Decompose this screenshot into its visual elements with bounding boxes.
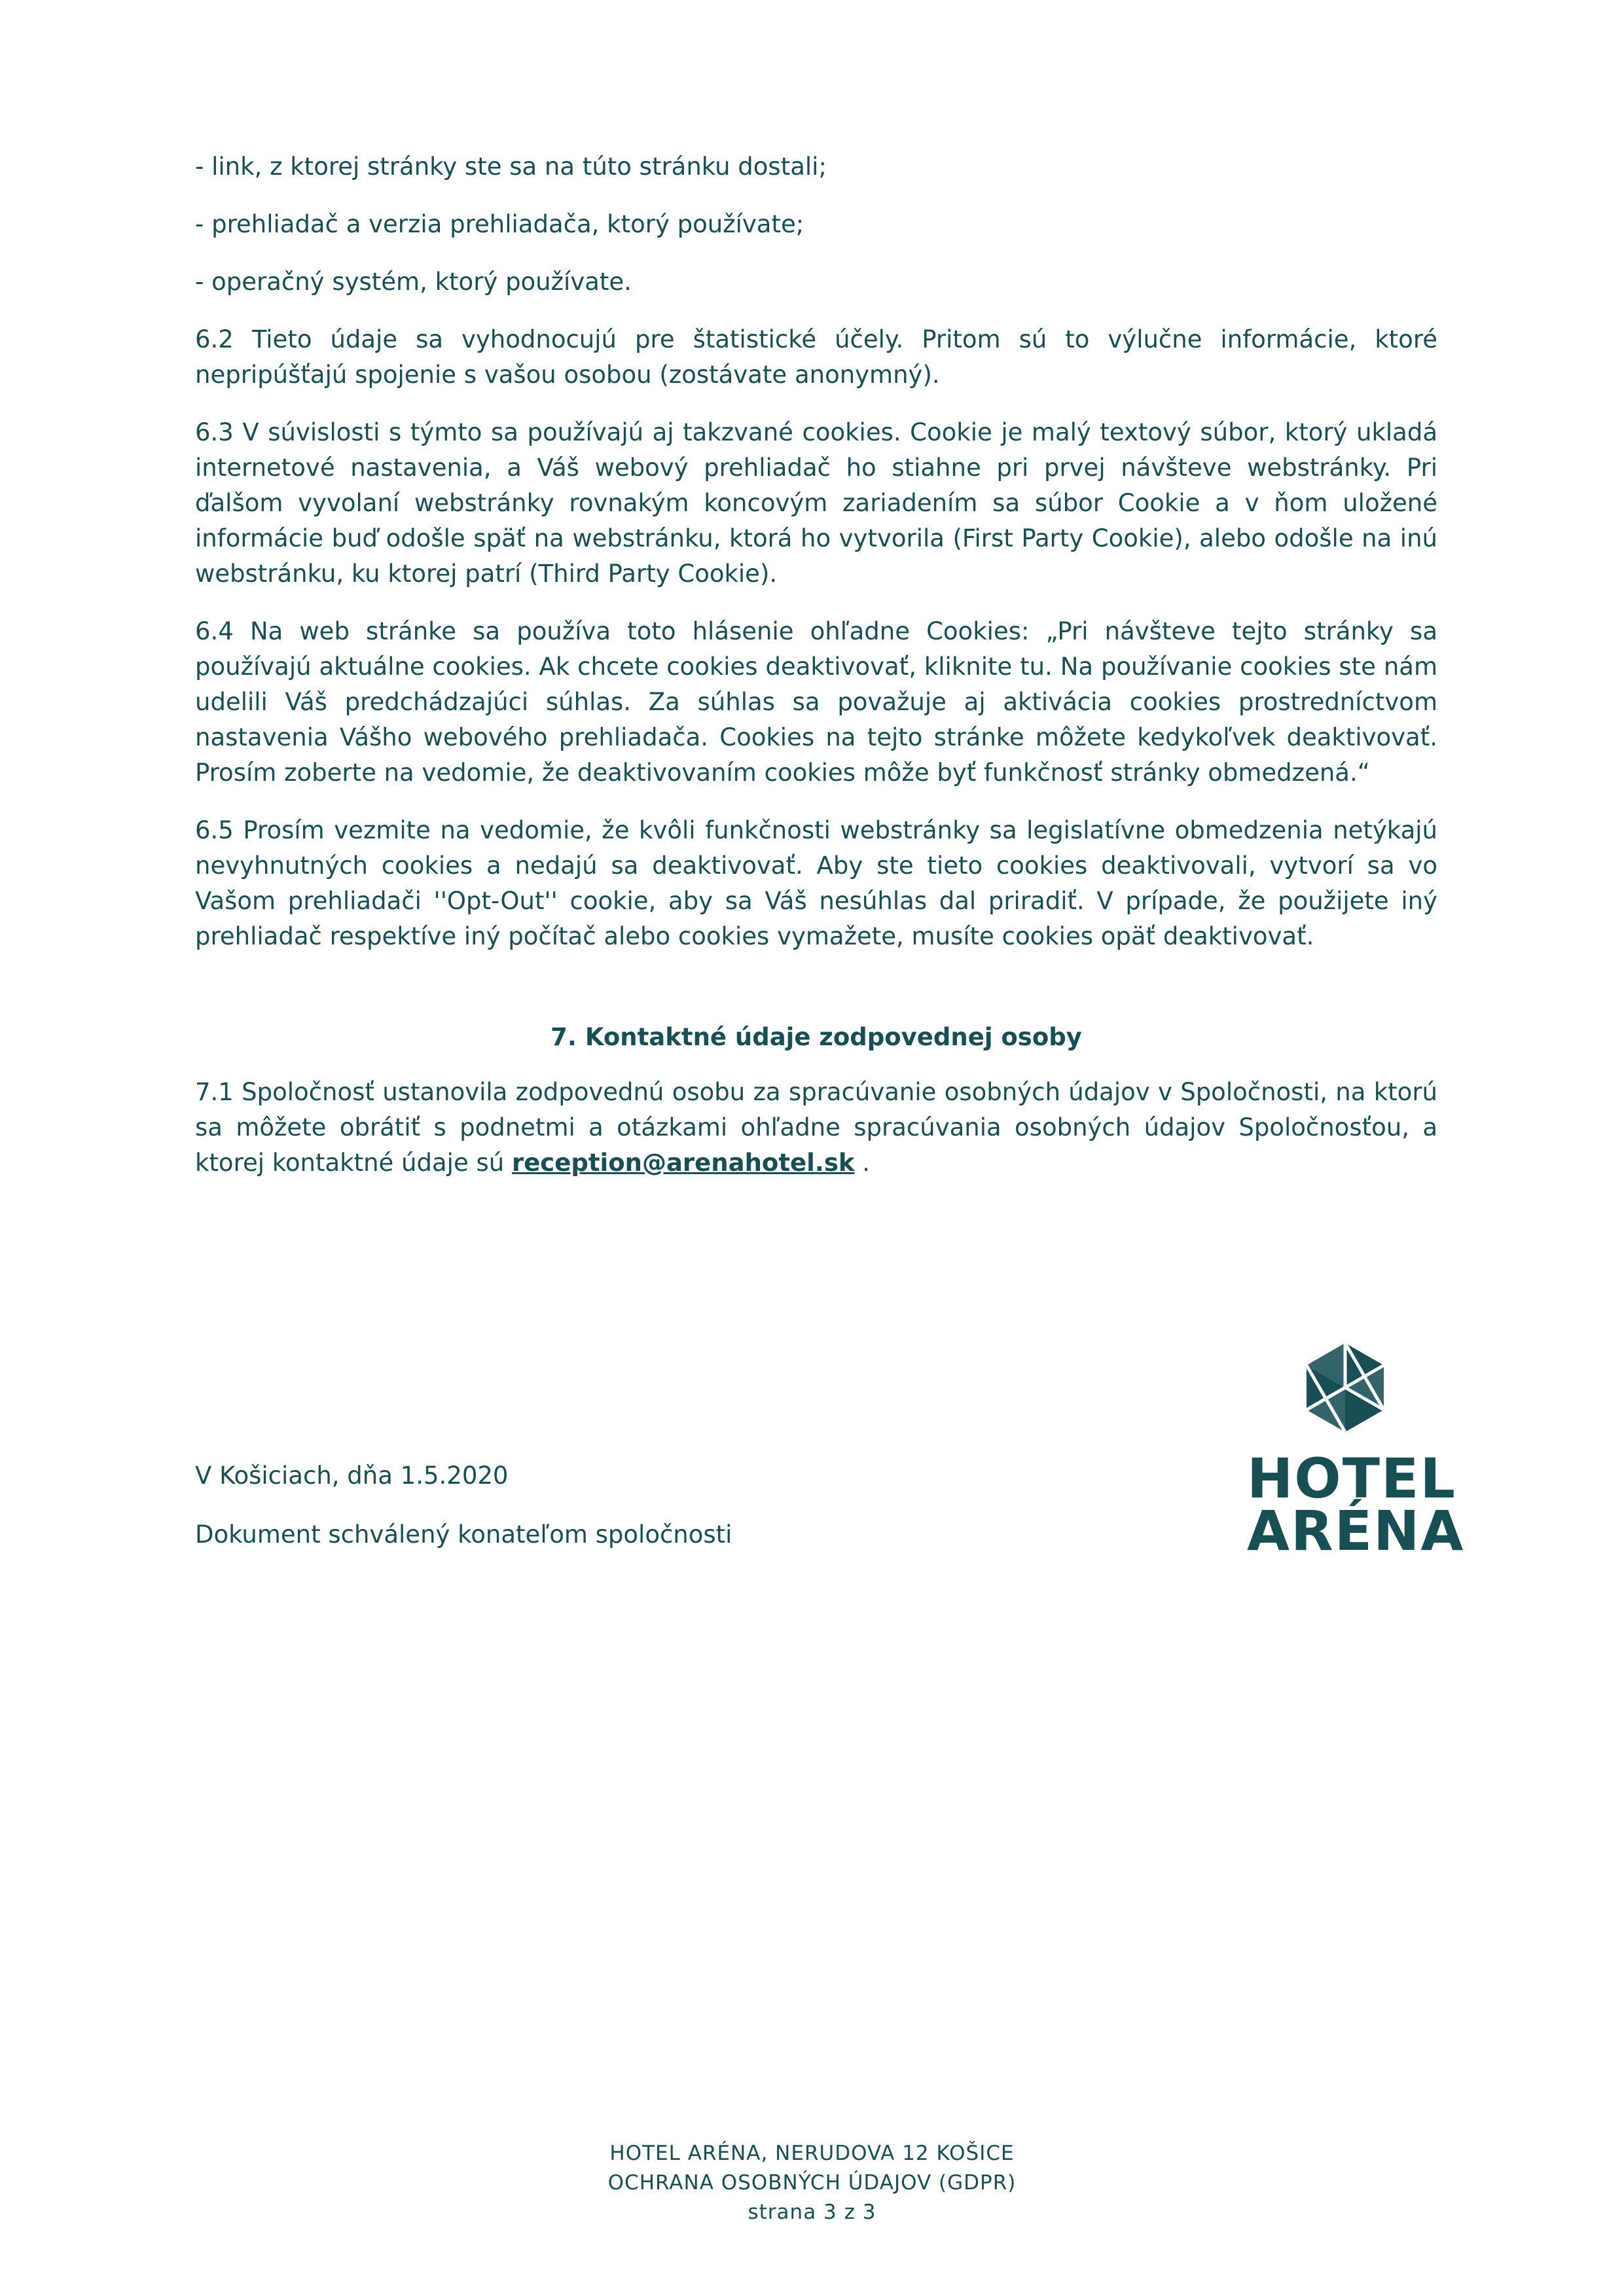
document-body <box>195 149 1437 1203</box>
place-date: V Košiciach, dňa 1.5.2020 <box>195 1462 509 1490</box>
paragraph-7-1-text: 7.1 Spoločnosť ustanovila zodpovednú osobu za spracúvanie osobných údajov v Spoločnosti, na ktorú sa môžete obrátiť s podnetmi a otázkami ohľadne spracúvania osobných údajov Spoločnosťou, a ktorej kontaktné údaje sú <box>195 1078 1437 1177</box>
paragraph-6-3: 6.3 V súvislosti s týmto sa používajú aj takzvané cookies. Cookie je malý textový súbor, ktorý ukladá internetové nastavenia, a Váš webový prehliadač ho stiahne pri prvej návšteve webstránky. Pri ďalšom vyvolaní webstránky rovnakým koncovým zariadením sa súbor Cookie a v ňom uložené informácie buď odošle späť na webstránku, ktorá ho vytvorila (First Party Cookie), alebo odošle na inú webstránku, ku ktorej patrí (Third Party Cookie). <box>195 418 1437 588</box>
paragraph-6-2: 6.2 Tieto údaje sa vyhodnocujú pre štatistické účely. Pritom sú to výlučne informácie, ktoré nepripúšťajú spojenie s vašou osobou (zostávate anonymný). <box>195 325 1437 389</box>
paragraph-7-1 <box>195 1075 1437 1181</box>
logo-text-line2: ARÉNA <box>1247 1499 1465 1563</box>
hexagon-cube-icon <box>1247 1338 1443 1437</box>
list-item: - operačný systém, ktorý používate. <box>195 268 632 296</box>
paragraph-7-1-end: . <box>854 1149 871 1177</box>
hotel-arena-logo <box>1247 1338 1465 1563</box>
page-footer <box>0 2139 1624 2227</box>
paragraph-6-5: 6.5 Prosím vezmite na vedomie, že kvôli funkčnosti webstránky sa legislatívne obmedzenia netýkajú nevyhnutných cookies a nedajú sa deaktivovať. Aby ste tieto cookies deaktivovali, vytvorí sa vo Vašom prehliadači ''Opt-Out'' cookie, aby sa Váš nesúhlas dal priradiť. V prípade, že použijete iný prehliadač respektíve iný počítač alebo cookies vymažete, musíte cookies opäť deaktivovať. <box>195 816 1437 950</box>
contact-email-link[interactable]: reception@arenahotel.sk <box>511 1149 855 1177</box>
approval-note: Dokument schválený konateľom spoločnosti <box>195 1520 732 1549</box>
list-item: - link, z ktorej stránky ste sa na túto stránku dostali; <box>195 152 827 181</box>
paragraph-6-4: 6.4 Na web stránke sa používa toto hlásenie ohľadne Cookies: „Pri návšteve tejto stránky sa používajú aktuálne cookies. Ak chcete cookies deaktivovať, kliknite tu. Na používanie cookies ste nám udelili Váš predchádzajúci súhlas. Za súhlas sa považuje aj aktivácia cookies prostredníctvom nastavenia Vášho webového prehliadača. Cookies na tejto stránke môžete kedykoľvek deaktivovať. Prosím zoberte na vedomie, že deaktivovaním cookies môže byť funkčnosť stránky obmedzená.“ <box>195 617 1437 787</box>
footer-document-title: OCHRANA OSOBNÝCH ÚDAJOV (GDPR) <box>607 2171 1017 2195</box>
footer-address: HOTEL ARÉNA, NERUDOVA 12 KOŠICE <box>609 2142 1015 2165</box>
logo-text-line1: HOTEL <box>1247 1446 1456 1511</box>
section-7-heading: 7. Kontaktné údaje zodpovednej osoby <box>550 1023 1082 1051</box>
list-item: - prehliadač a verzia prehliadača, ktorý používate; <box>195 210 804 238</box>
footer-page-number: strana 3 z 3 <box>748 2200 876 2224</box>
